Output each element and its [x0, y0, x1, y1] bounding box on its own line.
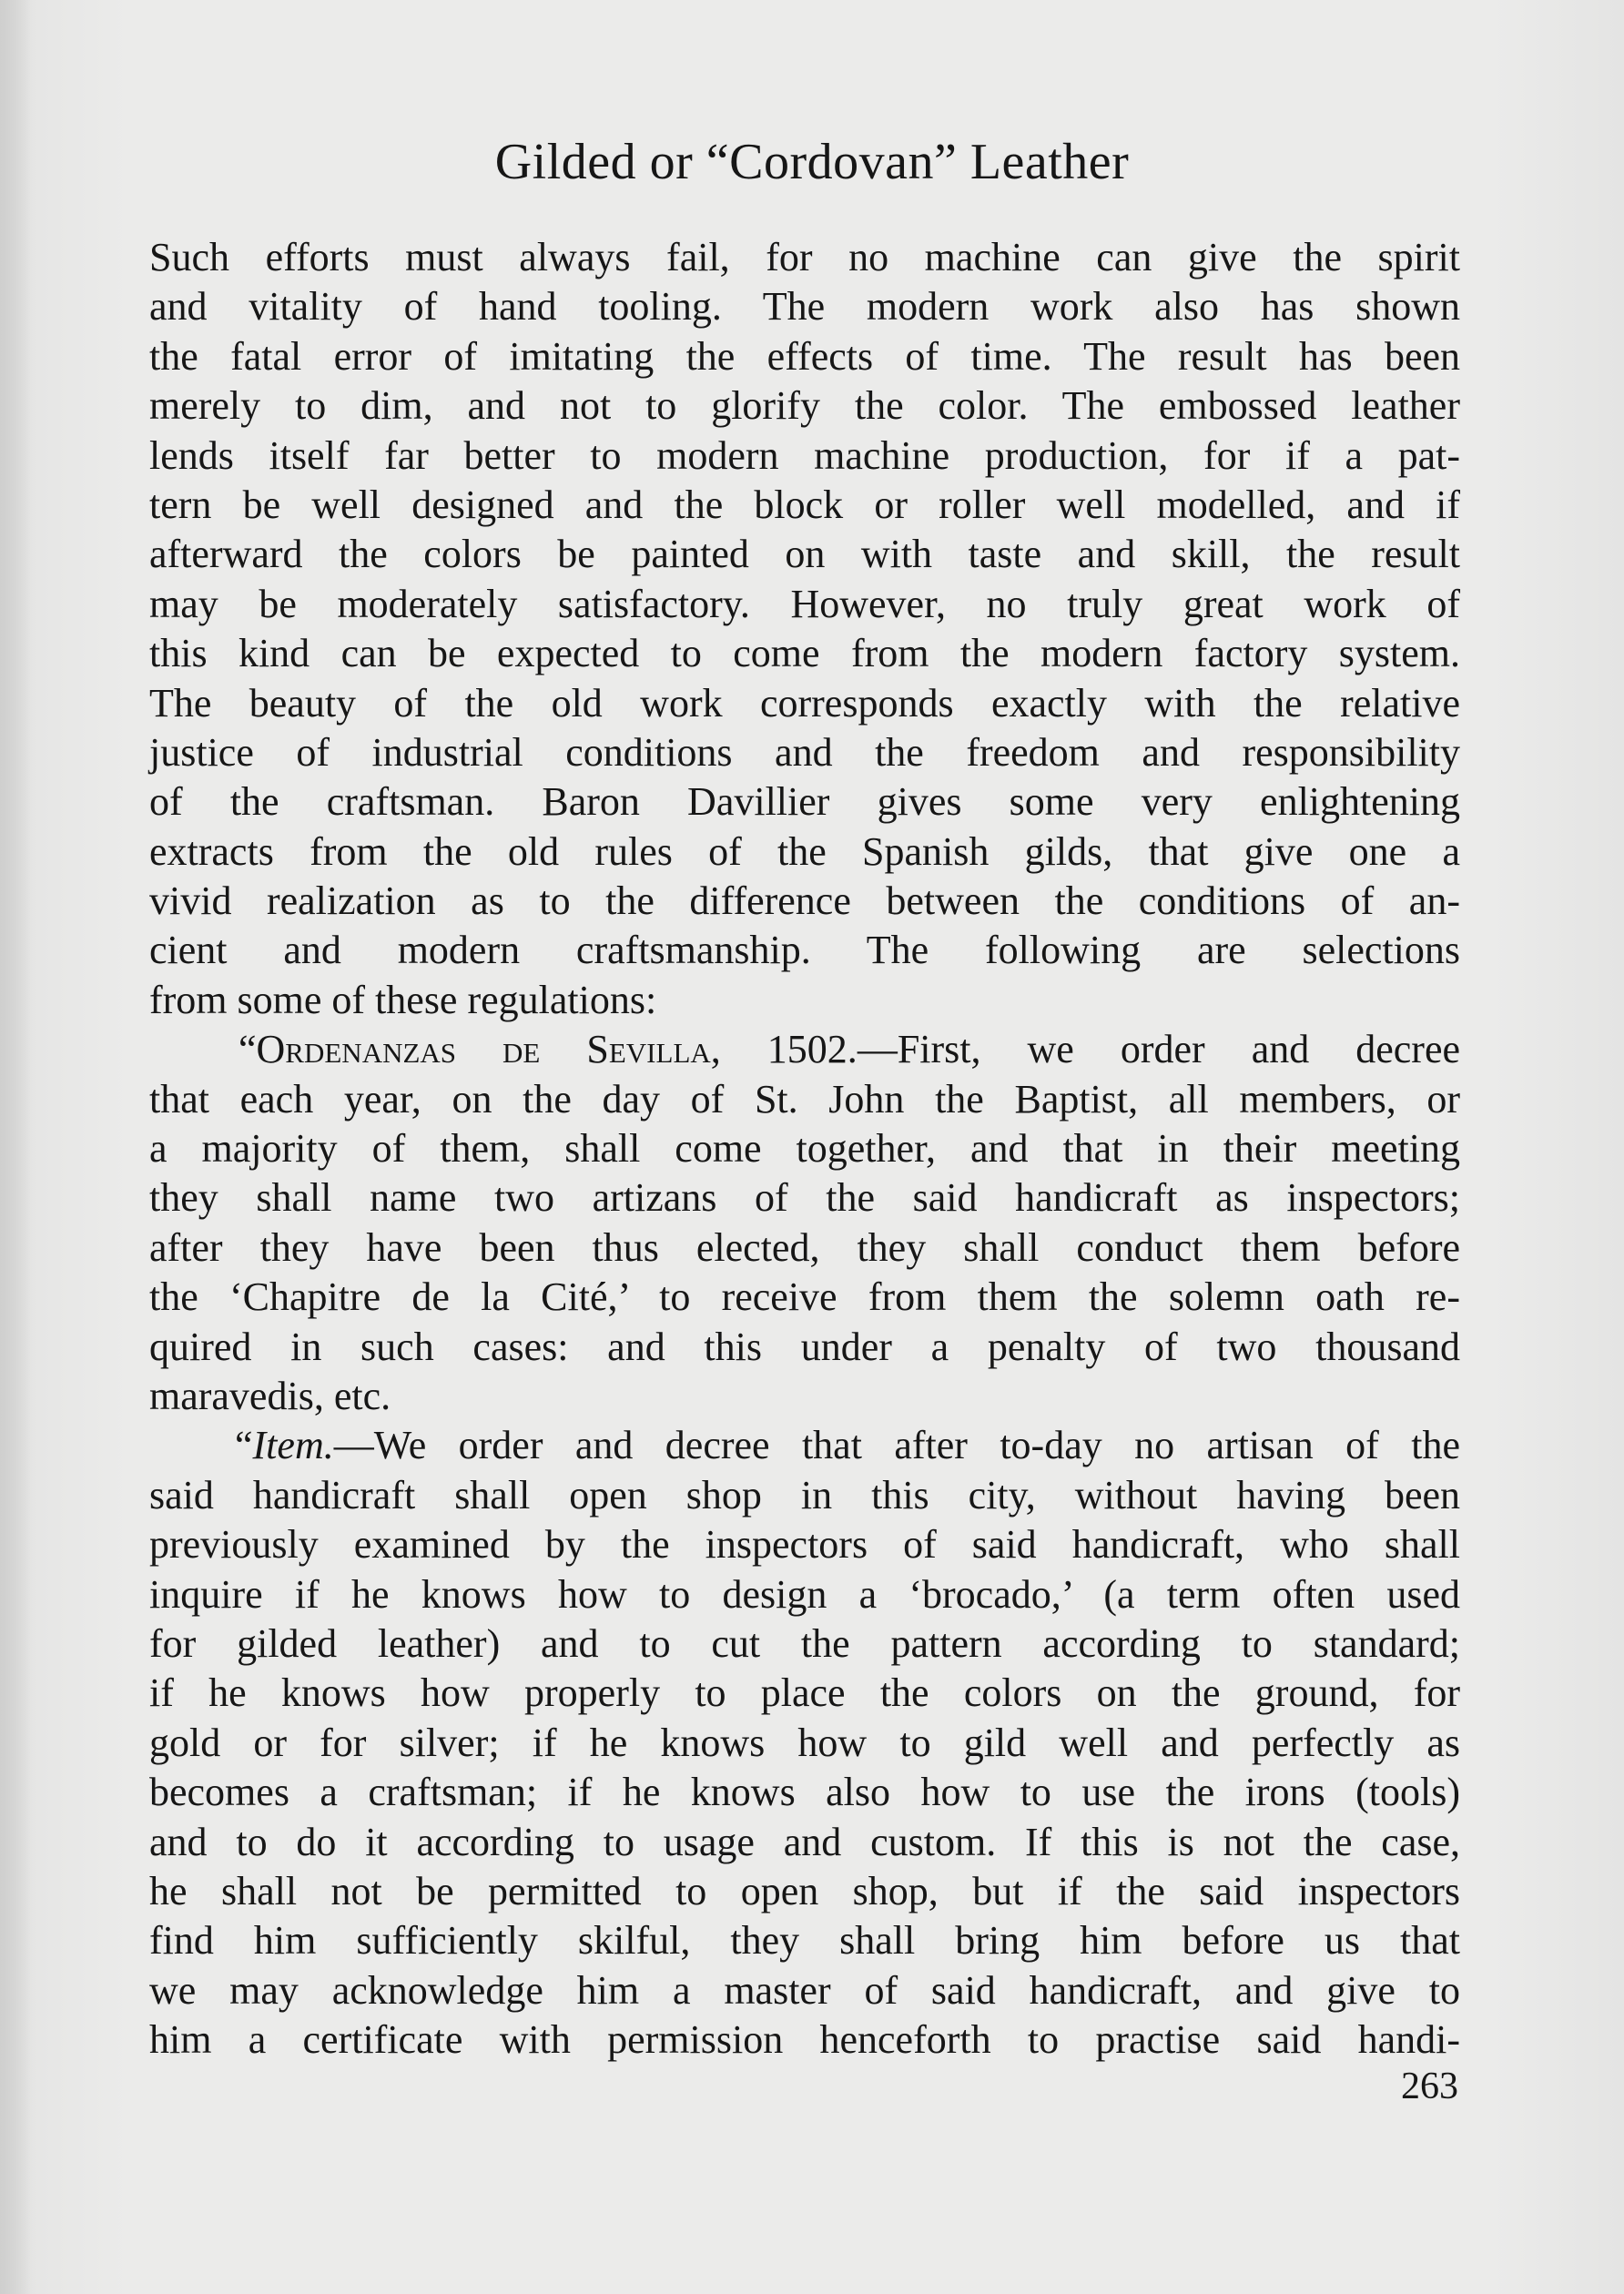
- text-line: after they have been thus elected, they shall conduct them before: [149, 1224, 1460, 1270]
- text-line: he shall not be permitted to open shop, but if the said inspectors: [149, 1868, 1460, 1913]
- text-line: becomes a craftsman; if he knows also how to use the irons (tools): [149, 1770, 1460, 1815]
- text-line: him a certificate with permission henceforth to practise said handi-: [149, 2017, 1460, 2063]
- text-line: tern be well designed and the block or roller well modelled, and if: [149, 482, 1460, 527]
- text-line: if he knows how properly to place the colors on the ground, for: [149, 1670, 1460, 1716]
- text-line: they shall name two artizans of the said handicraft as inspectors;: [149, 1175, 1460, 1221]
- text-line: this kind can be expected to come from the modern factory system.: [149, 631, 1460, 676]
- ordinance-heading-line: [149, 1025, 1460, 1074]
- text-line: merely to dim, and not to glorify the color. The embossed leather: [149, 383, 1460, 429]
- body-text: [149, 233, 1460, 2065]
- text-line: the fatal error of imitating the effects of time. The result has been: [149, 333, 1460, 379]
- page-number: 263: [1401, 2066, 1458, 2107]
- text-line: the ‘Chapitre de la Cité,’ to receive from them the solemn oath re-: [149, 1274, 1460, 1320]
- text-line: find him sufficiently skilful, they shall bring him before us that: [149, 1918, 1460, 1964]
- open-quote: “: [235, 1423, 253, 1468]
- ordinance-year: 1502.: [720, 1027, 858, 1072]
- text-line: cient and modern craftsmanship. The following are selections: [149, 928, 1460, 973]
- text-line: lends itself far better to modern machine production, for if a pat-: [149, 432, 1460, 478]
- text-line: The beauty of the old work corresponds exactly with the relative: [149, 680, 1460, 726]
- ordinance-title: Ordenanzas de Sevilla,: [256, 1027, 721, 1072]
- text-line: previously examined by the inspectors of said handicraft, who shall: [149, 1522, 1460, 1568]
- text-line: vivid realization as to the difference between the conditions of an-: [149, 878, 1460, 924]
- item-label: Item.: [252, 1423, 334, 1468]
- item-text: —We order and decree that after to-day no artisan of the: [333, 1423, 1460, 1468]
- text-line: said handicraft shall open shop in this city, without having been: [149, 1472, 1460, 1517]
- text-line: Such efforts must always fail, for no machine can give the spirit: [149, 235, 1460, 279]
- text-line: and vitality of hand tooling. The modern work also has shown: [149, 284, 1460, 330]
- text-line: afterward the colors be painted on with taste and skill, the result: [149, 532, 1460, 577]
- text-line: that each year, on the day of St. John the Baptist, all members, or: [149, 1076, 1460, 1122]
- text-line: and to do it according to usage and custom. If this is not the case,: [149, 1819, 1460, 1864]
- text-line: we may acknowledge him a master of said handicraft, and give to: [149, 1967, 1460, 2013]
- text-line: quired in such cases: and this under a penalty of two thousand: [149, 1324, 1460, 1369]
- binding-gutter-shadow: [0, 0, 31, 2294]
- text-line: for gilded leather) and to cut the pattern according to standard;: [149, 1620, 1460, 1666]
- text-line: may be moderately satisfactory. However, no truly great work of: [149, 581, 1460, 626]
- text-line: a majority of them, shall come together, and that in their meeting: [149, 1126, 1460, 1172]
- text-line: inquire if he knows how to design a ‘brocado,’ (a term often used: [149, 1571, 1460, 1617]
- text-line: extracts from the old rules of the Spanish gilds, that give one a: [149, 828, 1460, 874]
- text-line: from some of these regulations:: [149, 977, 657, 1022]
- running-head: Gilded or “Cordovan” Leather: [494, 134, 1130, 190]
- ordinance-text: —First, we order and decree: [857, 1027, 1461, 1072]
- item-heading-line: [149, 1421, 1460, 1470]
- text-line: justice of industrial conditions and the freedom and responsibility: [149, 729, 1460, 775]
- text-line: of the craftsman. Baron Davillier gives some very enlightening: [149, 779, 1460, 825]
- text-line: maravedis, etc.: [149, 1373, 391, 1418]
- text-line: gold or for silver; if he knows how to gild well and perfectly as: [149, 1720, 1460, 1765]
- open-quote: “: [239, 1027, 257, 1072]
